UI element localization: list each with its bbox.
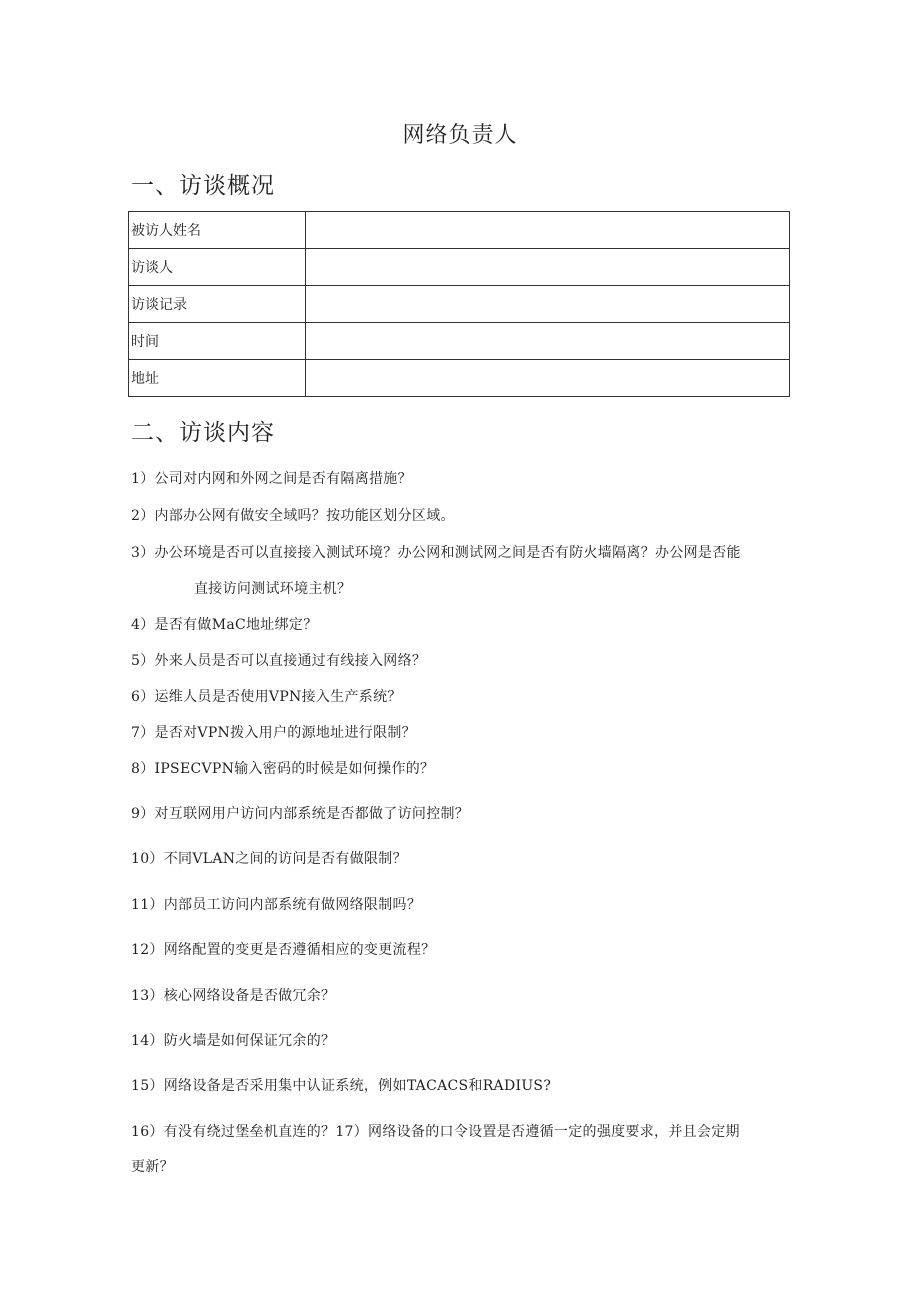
question-item: 8）IPSECVPN输入密码的时候是如何操作的？: [131, 761, 435, 777]
question-item: 12）网络配置的变更是否遵循相应的变更流程？: [131, 942, 436, 958]
section-heading-content: 二、访谈内容: [131, 420, 275, 446]
label-interviewee-name: 被访人姓名: [129, 212, 306, 249]
page-title: 网络负责人: [402, 123, 518, 148]
label-time: 时间: [129, 323, 306, 360]
table-row: [129, 323, 790, 360]
question-item: 9）对互联网用户访问内部系统是否都做了访问控制？: [131, 806, 470, 822]
interview-overview-table: [128, 211, 790, 397]
section-heading-overview: 一、访谈概况: [131, 173, 275, 199]
question-item: 6）运维人员是否使用VPN接入生产系统？: [131, 689, 402, 705]
question-item: 15）网络设备是否采用集中认证系统，例如TACACS和RADIUS?: [131, 1078, 552, 1094]
value-interviewer[interactable]: [306, 249, 790, 286]
value-address[interactable]: [306, 360, 790, 397]
table-row: [129, 212, 790, 249]
question-item: 5）外来人员是否可以直接通过有线接入网络？: [131, 653, 427, 669]
label-interviewer: 访谈人: [129, 249, 306, 286]
question-item: 1）公司对内网和外网之间是否有隔离措施？: [131, 471, 412, 487]
value-interviewee-name[interactable]: [306, 212, 790, 249]
question-item: 16）有没有绕过堡垒机直连的？17）网络设备的口令设置是否遵循一定的强度要求，并且会定期: [131, 1124, 740, 1140]
question-item: 13）核心网络设备是否做冗余？: [131, 988, 336, 1004]
table-row: [129, 249, 790, 286]
question-item: 14）防火墙是如何保证冗余的？: [131, 1033, 336, 1049]
label-interview-record: 访谈记录: [129, 286, 306, 323]
value-time[interactable]: [306, 323, 790, 360]
question-item: 3）办公环境是否可以直接接入测试环境？办公网和测试网之间是否有防火墙隔离？办公网是否能: [131, 545, 741, 561]
question-item: 7）是否对VPN拨入用户的源地址进行限制？: [131, 725, 416, 741]
question-item-continuation: 直接访问测试环境主机？: [194, 581, 352, 597]
question-item: 2）内部办公网有做安全域吗？按功能区划分区域。: [131, 508, 455, 524]
question-item-continuation: 更新？: [131, 1159, 174, 1175]
label-address: 地址: [129, 360, 306, 397]
question-item: 4）是否有做MaC地址绑定？: [131, 617, 318, 633]
question-item: 11）内部员工访问内部系统有做网络限制吗？: [131, 897, 422, 913]
question-item: 10）不同VLAN之间的访问是否有做限制？: [131, 851, 407, 867]
value-interview-record[interactable]: [306, 286, 790, 323]
table-row: [129, 360, 790, 397]
table-row: [129, 286, 790, 323]
